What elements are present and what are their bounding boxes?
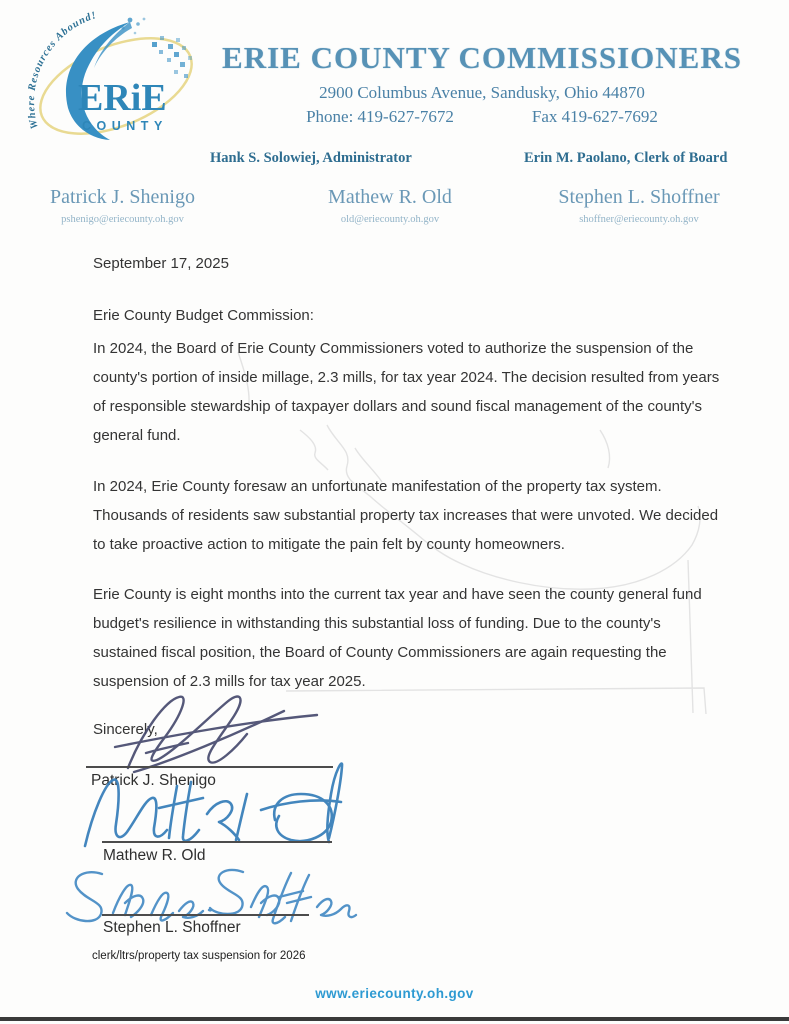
letter-salutation: Erie County Budget Commission: [93,307,314,324]
letter-paragraph: In 2024, Erie County foresaw an unfortunate manifestation of the property tax system. Thousands of residents saw substantial property tax increases that were unvoted. We decided to take proactive action to mitigate the pain felt by county homeowners. [93,478,719,553]
commissioner-name: Patrick J. Shenigo [50,186,195,208]
administrator-name: Hank S. Solowiej, Administrator [210,150,412,166]
letterhead [188,40,776,127]
letterhead-fax: Fax 419-627-7692 [531,107,658,126]
signature-line [102,841,332,843]
commissioner-card [290,186,490,225]
website-url: www.eriecounty.oh.gov [315,986,474,1001]
scan-bottom-edge [0,1017,789,1021]
signature-ink-mathew-old [78,760,358,852]
logo-wordmark: ERiE [78,77,167,119]
commissioner-card [25,186,220,225]
commissioner-email: shoffner@eriecounty.oh.gov [579,214,699,225]
commissioner-card [528,186,750,225]
signature-line [102,914,309,916]
signature-name: Patrick J. Shenigo [91,772,216,789]
signature-name: Mathew R. Old [103,847,206,864]
logo-tagline: Where Resources Abound! [26,9,99,130]
letter-paragraph: In 2024, the Board of Erie County Commissioners voted to authorize the suspension of the county's portion of inside millage, 2.3 mills, for tax year 2024. The decision resulted from years of responsible stewardship of taxpayer dollars and sound fiscal management of the county's general fund. [93,340,720,444]
letter-paragraph: Erie County is eight months into the current tax year and have seen the county general fund budget's resilience in withstanding this substantial loss of funding. Due to the county's sustained fiscal position, the Board of County Commissioners are again requesting the suspension of 2.3 mills for tax year 2025. [93,586,702,690]
letter-date: September 17, 2025 [93,255,229,272]
letterhead-phone: Phone: 419-627-7672 [306,107,454,126]
commissioner-email: old@eriecounty.oh.gov [340,214,440,225]
commissioner-name: Stephen L. Shoffner [558,186,720,208]
signature-name: Stephen L. Shoffner [103,919,241,936]
erie-county-logo [26,6,208,146]
commissioner-email: pshenigo@eriecounty.oh.gov [61,214,184,225]
clerk-name: Erin M. Paolano, Clerk of Board [524,150,728,166]
commissioner-name: Mathew R. Old [328,186,452,208]
letter-closing: Sincerely, [93,721,158,738]
logo-county-text: COUNTY [82,119,168,133]
letterhead-title: ERIE COUNTY COMMISSIONERS [222,40,742,75]
file-reference: clerk/ltrs/property tax suspension for 2026 [92,950,306,962]
letterhead-address: 2900 Columbus Avenue, Sandusky, Ohio 44870 [319,83,645,102]
